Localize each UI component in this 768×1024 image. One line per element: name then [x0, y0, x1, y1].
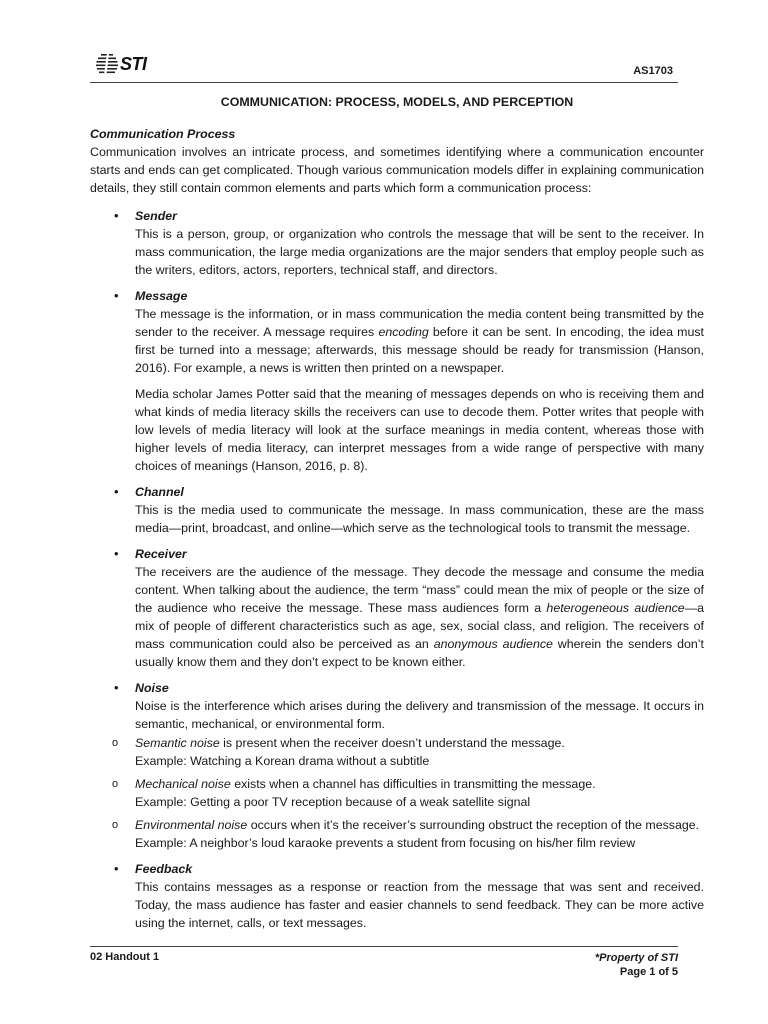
emphasis-environmental-noise: Environmental noise: [135, 818, 248, 832]
page-number: Page 1 of 5: [619, 966, 678, 978]
text-run: occurs when it’s the receiver’s surrounding obstruct the reception of the message.: [247, 818, 700, 832]
emphasis-semantic-noise: Semantic noise: [135, 736, 220, 750]
semantic-noise-text: [135, 734, 704, 752]
text-run: —a mix of people of different characteristics such as age, sex, social class, and religion. The receivers of mass communication could also be perceived as an: [135, 601, 704, 651]
mechanical-noise-text: [135, 775, 704, 793]
text-run: The receivers are the audience of the message. They decode the message and consume the media content. When talking about the audience, the term “mass” could mean the mix of people or the size of the audience who receive the message. These mass audiences form a: [135, 565, 704, 615]
sender-description: This is a person, group, or organization who controls the message that will be sent to the receiver. In mass communication, the large media organizations are the major senders that employ people such as the writers, editors, actors, reporters, technical staff, and directors.: [135, 227, 704, 277]
logo-text: STI: [120, 53, 147, 74]
footer-right-block: [595, 951, 678, 979]
text-run: before it can be sent. In encoding, the idea must first be turned into a message; afterwards, this message should be ready for transmission (Hanson, 2016). For example, a news is written then printed on a newspaper.: [135, 325, 704, 375]
emphasis-anonymous-audience: anonymous audience: [433, 637, 553, 651]
page-title: COMMUNICATION: PROCESS, MODELS, AND PERCEPTION: [220, 95, 574, 109]
channel-description: This is the media used to communicate the message. In mass communication, these are the mass media—print, broadcast, and online—which serve as the technological tools to transmit the message.: [135, 503, 704, 535]
noise-description: Noise is the interference which arises during the delivery and transmission of the message. It occurs in semantic, mechanical, or environmental form.: [135, 699, 704, 731]
receiver-description: [135, 563, 704, 671]
list-item-feedback: [90, 860, 704, 932]
emphasis-mechanical-noise: Mechanical noise: [135, 777, 231, 791]
term-channel: Channel: [135, 485, 184, 499]
document-code: AS1703: [633, 65, 673, 77]
footer-handout-label: 02 Handout 1: [90, 951, 160, 963]
bullet-marker: •: [114, 484, 119, 499]
term-feedback: Feedback: [135, 862, 193, 876]
text-run: wherein the senders don’t usually know them and they don’t expect to be known either.: [135, 637, 704, 669]
term-receiver: Receiver: [135, 547, 187, 561]
text-run: The message is the information, or in mass communication the media content being transmitted by the sender to the receiver. A message requires: [135, 307, 704, 339]
sub-item-semantic-noise: [90, 734, 704, 770]
footer-divider: [90, 946, 678, 947]
mechanical-noise-example: Example: Getting a poor TV reception because of a weak satellite signal: [135, 795, 531, 809]
sti-globe-icon: [95, 51, 119, 77]
sub-item-mechanical-noise: [90, 775, 704, 811]
term-sender: Sender: [135, 209, 178, 223]
bullet-marker: •: [114, 288, 119, 303]
text-run: is present when the receiver doesn’t understand the message.: [219, 736, 565, 750]
bullet-marker: •: [114, 546, 119, 561]
list-item-noise: [90, 679, 704, 733]
term-noise: Noise: [135, 681, 169, 695]
header-divider: [90, 82, 678, 83]
sub-item-environmental-noise: [90, 816, 704, 852]
emphasis-encoding: encoding: [378, 325, 429, 339]
sub-bullet-marker: o: [112, 778, 119, 790]
sub-bullet-marker: o: [112, 737, 119, 749]
section-title: Communication Process: [90, 127, 236, 141]
bullet-marker: •: [114, 861, 119, 876]
bullet-marker: •: [114, 680, 119, 695]
text-run: exists when a channel has difficulties in transmitting the message.: [230, 777, 596, 791]
term-message: Message: [135, 289, 188, 303]
document-body: [90, 93, 704, 940]
semantic-noise-example: Example: Watching a Korean drama without a subtitle: [135, 754, 430, 768]
bullet-marker: •: [114, 208, 119, 223]
feedback-description: This contains messages as a response or reaction from the message that was sent and received. Today, the mass audience has faster and easier channels to send feedback. They can be more active using the internet, calls, or text messages.: [135, 880, 704, 930]
environmental-noise-example: Example: A neighbor’s loud karaoke prevents a student from focusing on his/her film review: [135, 836, 636, 850]
message-paragraph-1: [135, 305, 704, 377]
intro-paragraph: Communication involves an intricate process, and sometimes identifying where a communication encounter starts and ends can get complicated. Though various communication models differ in explaining communication details, they still contain common elements and parts which form a communication process:: [90, 145, 704, 195]
sti-logo: [95, 50, 147, 78]
emphasis-heterogeneous-audience: heterogeneous audience: [546, 601, 685, 615]
list-item-sender: [90, 207, 704, 279]
environmental-noise-text: [135, 816, 704, 834]
list-item-receiver: [90, 545, 704, 671]
sub-bullet-marker: o: [112, 819, 119, 831]
footer-property-label: *Property of STI: [594, 952, 678, 964]
list-item-channel: [90, 483, 704, 537]
message-paragraph-2: Media scholar James Potter said that the meaning of messages depends on who is receiving them and what kinds of media literacy skills the receivers can use to decode them. Potter writes that people with low levels of media literacy will look at the surface meanings in media content, whereas those with higher levels of media literacy, can interpret messages from a wide range of perspective with many choices of meanings (Hanson, 2016, p. 8).: [135, 387, 704, 473]
list-item-message: [90, 287, 704, 475]
